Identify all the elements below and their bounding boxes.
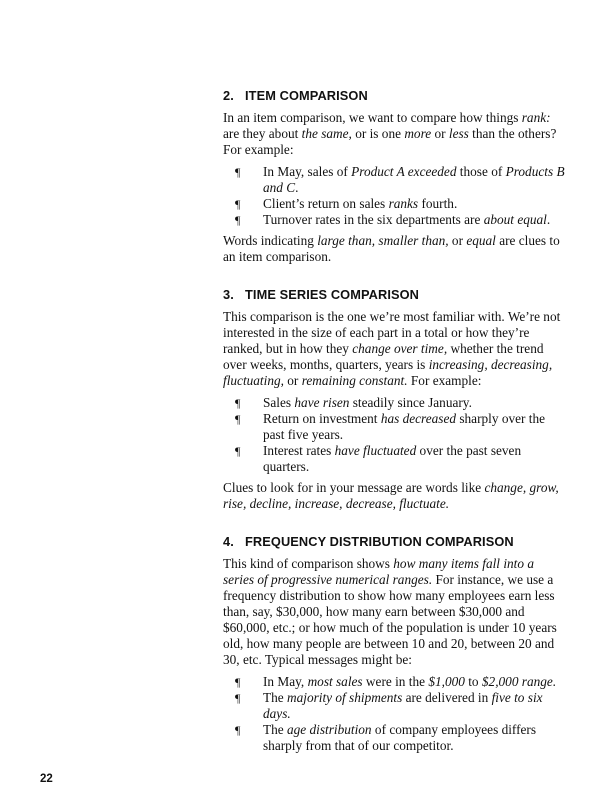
pilcrow-icon: ¶ xyxy=(235,691,241,705)
section-intro: This kind of comparison shows how many items fall into a series of progressive numerical ranges. For instance, we use a frequency distribution to show how many employees earn less than, say, $30,000, how many earn between $30,000 and $60,000, etc.; or how much of the population is under 10 years old, how many people are between 10 and 20, between 20 and 30, etc. Typical messages might be: xyxy=(223,556,557,667)
example-list xyxy=(223,164,568,228)
list-item: ¶ Interest rates have fluctuated over the past seven quarters. xyxy=(235,443,522,474)
list-item: ¶ Turnover rates in the six departments are about equal. xyxy=(235,212,551,227)
list-item: ¶ In May, sales of Product A exceeded those of Products B and C. xyxy=(235,164,565,195)
list-item: ¶ Return on investment has decreased sharply over the past five years. xyxy=(235,411,546,442)
pilcrow-icon: ¶ xyxy=(235,165,241,179)
section-intro: This comparison is the one we’re most familiar with. We’re not interested in the size of each part in a total or how they’re ranked, but in how they change over time, whether the trend over weeks, months, quarters, years is increasing, decreasing, fluctuating, or remaining constant. For example: xyxy=(223,309,561,388)
section-heading: 4. FREQUENCY DISTRIBUTION COMPARISON xyxy=(223,534,514,549)
list-item: ¶ Sales have risen steadily since January. xyxy=(235,395,472,410)
page-number: 22 xyxy=(40,773,53,785)
pilcrow-icon: ¶ xyxy=(235,396,241,410)
pilcrow-icon: ¶ xyxy=(235,412,241,426)
section-closing: Clues to look for in your message are words like change, grow, rise, decline, increase, decrease, fluctuate. xyxy=(223,480,559,511)
list-item: ¶ In May, most sales were in the $1,000 to $2,000 range. xyxy=(235,674,557,689)
list-item: ¶ The age distribution of company employees differs sharply from that of our competitor. xyxy=(235,722,537,753)
section-heading: 3. TIME SERIES COMPARISON xyxy=(223,287,420,302)
section-time-series-comparison xyxy=(223,287,568,512)
section-frequency-distribution-comparison xyxy=(223,534,568,754)
list-item: ¶ Client’s return on sales ranks fourth. xyxy=(235,196,458,211)
pilcrow-icon: ¶ xyxy=(235,197,241,211)
section-closing: Words indicating large than, smaller than, or equal are clues to an item comparison. xyxy=(223,233,560,264)
pilcrow-icon: ¶ xyxy=(235,444,241,458)
example-list xyxy=(223,674,568,754)
page-body xyxy=(223,88,568,776)
pilcrow-icon: ¶ xyxy=(235,675,241,689)
pilcrow-icon: ¶ xyxy=(235,723,241,737)
example-list xyxy=(223,395,568,475)
list-item: ¶ The majority of shipments are delivered in five to six days. xyxy=(235,690,543,721)
section-item-comparison xyxy=(223,88,568,265)
pilcrow-icon: ¶ xyxy=(235,213,241,227)
section-heading: 2. ITEM COMPARISON xyxy=(223,88,368,103)
section-intro: In an item comparison, we want to compare how things rank: are they about the same, or is one more or less than the others? For example: xyxy=(223,110,557,157)
